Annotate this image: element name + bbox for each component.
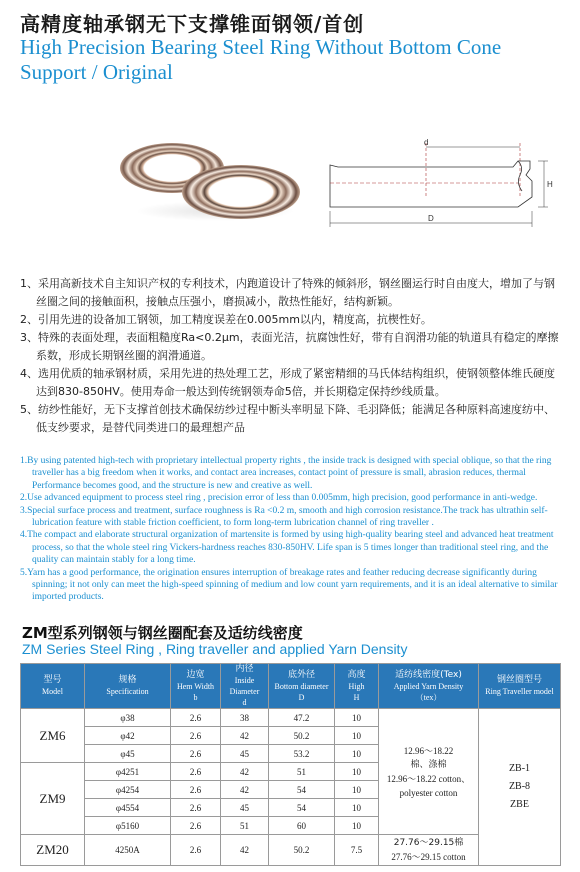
height-cell: 7.5 bbox=[335, 835, 379, 866]
feature-cn-item: 1、采用高新技术自主知识产权的专利技术，内跑道设计了特殊的倾斜形，钢丝圈运行时自由度大，增加了与钢丝圈之间的接触面积，接触点压强小，磨损减小，散热性能好，结构新颖。 bbox=[20, 277, 555, 308]
feature-cn-item: 2、引用先进的设备加工钢领，加工精度误差在0.005mm以内，精度高，抗楔性好。 bbox=[20, 313, 432, 326]
section-title-en: ZM Series Steel Ring , Ring traveller and applied Yarn Density bbox=[22, 641, 408, 657]
feature-cn-item: 5、纺纱性能好，无下支撑首创技术确保纺纱过程中断头率明显下降、毛羽降低；能满足各种原料高速度纺中、低支纱要求，是替代同类进口的最理想产品 bbox=[20, 403, 555, 434]
inside-diameter-cell: 42 bbox=[221, 727, 269, 745]
features-en bbox=[20, 455, 560, 604]
inside-diameter-cell: 42 bbox=[221, 835, 269, 866]
table-header-row bbox=[21, 664, 561, 709]
hem-width-cell: 2.6 bbox=[171, 835, 221, 866]
spec-cell: φ5160 bbox=[85, 817, 171, 835]
feature-cn-item: 3、特殊的表面处理，表面粗糙度Ra<0.2μm，表面光洁，抗腐蚀性好，带有自润滑功能的轨道具有稳定的摩擦系数，形成长期钢丝圈的润滑通道。 bbox=[20, 331, 559, 362]
hem-width-cell: 2.6 bbox=[171, 799, 221, 817]
feature-en-item: 3.Special surface process and treatment, surface roughness is Ra <0.2 m, smooth and high corrosion resistance.The track has ultrathin self-lubrication feature with stable friction coefficient, to form long-term lubrication channel of ring traveller . bbox=[20, 505, 548, 529]
label-d: d bbox=[424, 138, 429, 147]
bottom-diameter-cell: 54 bbox=[269, 799, 335, 817]
feature-cn-item: 4、选用优质的轴承钢材质，采用先进的热处理工艺，形成了紧密精细的马氏体结构组织，使钢领整体维氏硬度达到830-850HV。使用寿命一般达到传统钢领寿命5倍，并长期稳定保持纱线质量。 bbox=[20, 367, 555, 398]
yarn-density-cell bbox=[379, 835, 479, 866]
header-height: 高度 High H bbox=[335, 664, 379, 709]
spec-table bbox=[20, 663, 561, 866]
model-cell: ZM9 bbox=[21, 763, 85, 835]
features-cn bbox=[20, 275, 560, 437]
height-cell: 10 bbox=[335, 799, 379, 817]
spec-cell: φ38 bbox=[85, 709, 171, 727]
ring-cross-section-drawing bbox=[318, 135, 568, 235]
bottom-diameter-cell: 50.2 bbox=[269, 727, 335, 745]
height-cell: 10 bbox=[335, 709, 379, 727]
height-cell: 10 bbox=[335, 781, 379, 799]
density-range: 12.96～18.22 bbox=[403, 745, 454, 756]
bottom-diameter-cell: 51 bbox=[269, 763, 335, 781]
inside-diameter-cell: 42 bbox=[221, 781, 269, 799]
height-cell: 10 bbox=[335, 817, 379, 835]
title-en: High Precision Bearing Steel Ring Without Bottom Cone Support / Original bbox=[20, 35, 502, 84]
inside-diameter-cell: 38 bbox=[221, 709, 269, 727]
bottom-diameter-cell: 60 bbox=[269, 817, 335, 835]
title-cn: 高精度轴承钢无下支撑锥面钢领/首创 bbox=[20, 12, 365, 36]
bottom-diameter-cell: 54 bbox=[269, 781, 335, 799]
hem-width-cell: 2.6 bbox=[171, 763, 221, 781]
inside-diameter-cell: 45 bbox=[221, 745, 269, 763]
hem-width-cell: 2.6 bbox=[171, 745, 221, 763]
feature-en-item: 4.The compact and elaborate structural organization of martensite is formed by using high-quality bearing steel and advanced heat treatment process, so that the whole steel ring Vickers-hardness reaches 830-850HV. Life span is 5 times longer than traditional steel ring, and the quality can maintain stably for a long time. bbox=[20, 530, 554, 566]
spec-cell: φ4554 bbox=[85, 799, 171, 817]
density-material-cn: 棉、涤棉 bbox=[410, 759, 447, 770]
feature-en-item: 2.Use advanced equipment to process steel ring , precision error of less than 0.005mm, high precision, good performance in anti-wedge. bbox=[20, 493, 538, 504]
spec-cell: φ45 bbox=[85, 745, 171, 763]
bottom-diameter-cell: 47.2 bbox=[269, 709, 335, 727]
model-cell: ZM6 bbox=[21, 709, 85, 763]
feature-en-item: 5.Yarn has a good performance, the origination ensures interruption of breakage rates and feather reducing decrease significantly during spinning; it not only can meet the high-speed spinning of medium and low count yarn requirements, and it is an ideal alternative to similar imported products. bbox=[20, 567, 558, 603]
header-traveller-model: 钢丝圈型号 Ring Traveller model bbox=[479, 664, 561, 709]
steel-rings-photo bbox=[110, 135, 300, 225]
model-cell: ZM20 bbox=[21, 835, 85, 866]
bottom-diameter-cell: 53.2 bbox=[269, 745, 335, 763]
density-material-en: 12.96～18.22 cotton、 bbox=[386, 773, 471, 784]
table-row bbox=[21, 709, 561, 727]
spec-cell: φ42 bbox=[85, 727, 171, 745]
height-cell: 10 bbox=[335, 745, 379, 763]
header-inside-diameter: 内径 Inside Diameter d bbox=[221, 664, 269, 709]
section-title-cn: ZM型系列钢领与钢丝圈配套及适纺线密度 bbox=[22, 624, 303, 642]
steel-ring-image bbox=[182, 165, 300, 219]
inside-diameter-cell: 42 bbox=[221, 763, 269, 781]
bottom-diameter-cell: 50.2 bbox=[269, 835, 335, 866]
hem-width-cell: 2.6 bbox=[171, 727, 221, 745]
traveller-model: ZBE bbox=[510, 799, 529, 810]
label-D: D bbox=[428, 214, 434, 223]
header-spec: 规格 Specification bbox=[85, 664, 171, 709]
density-material-en-2: polyester cotton bbox=[399, 787, 458, 798]
label-H: H bbox=[547, 180, 553, 189]
hem-width-cell: 2.6 bbox=[171, 817, 221, 835]
hem-width-cell: 2.6 bbox=[171, 781, 221, 799]
header-bottom-diameter: 底外径 Bottom diameter D bbox=[269, 664, 335, 709]
inside-diameter-cell: 45 bbox=[221, 799, 269, 817]
hem-width-cell: 2.6 bbox=[171, 709, 221, 727]
yarn-density-cell bbox=[379, 709, 479, 835]
traveller-model: ZB-8 bbox=[508, 781, 531, 792]
spec-cell: 4250A bbox=[85, 835, 171, 866]
feature-en-item: 1.By using patented high-tech with proprietary intellectual property rights , the inside track is designed with special oblique, so that the ring traveller has a big freedom when it works, and contact area increases, contact point of pressure is small, abrasion reduces, thermal Performance becomes good, and the structure is new and creative as well. bbox=[20, 456, 552, 491]
traveller-model-cell bbox=[479, 709, 561, 866]
spec-cell: φ4254 bbox=[85, 781, 171, 799]
header-model: 型号 Model bbox=[21, 664, 85, 709]
density-range-en: 27.76～29.15 cotton bbox=[391, 852, 466, 862]
header-yarn-density: 适纺线密度(Tex) Applied Yarn Density （tex） bbox=[379, 664, 479, 709]
density-range-cn: 27.76～29.15棉 bbox=[393, 838, 464, 848]
height-cell: 10 bbox=[335, 763, 379, 781]
inside-diameter-cell: 51 bbox=[221, 817, 269, 835]
header-hem-width: 边宽 Hem Width b bbox=[171, 664, 221, 709]
spec-cell: φ4251 bbox=[85, 763, 171, 781]
traveller-model: ZB-1 bbox=[508, 763, 531, 774]
cross-section-svg bbox=[318, 135, 568, 235]
height-cell: 10 bbox=[335, 727, 379, 745]
